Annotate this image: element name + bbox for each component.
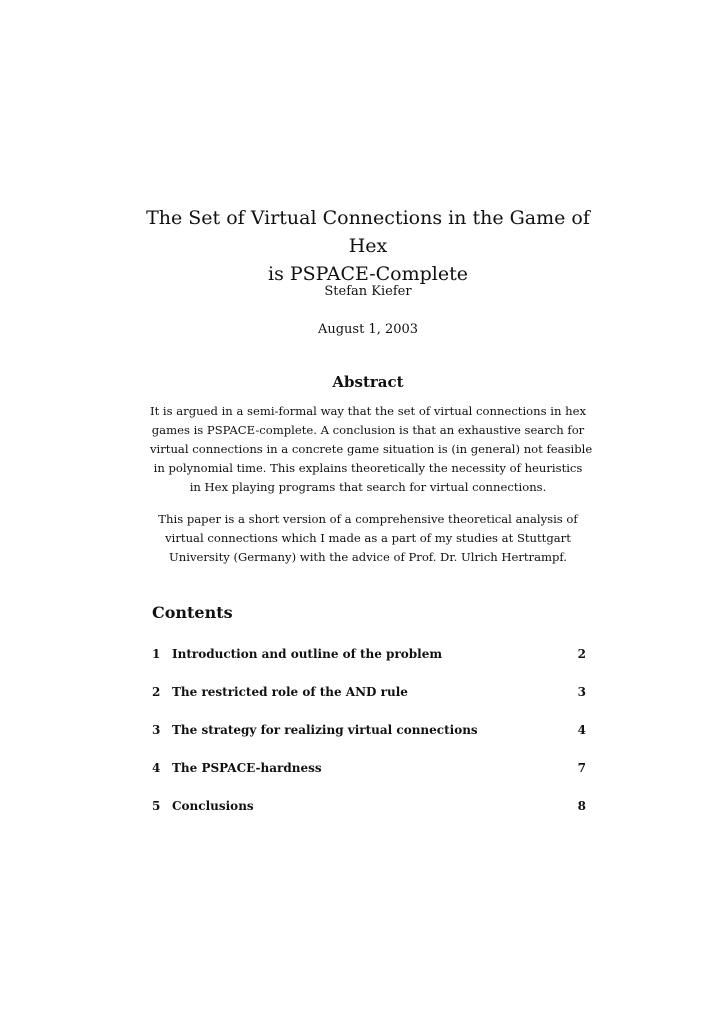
abstract-heading: Abstract [332,373,404,391]
abstract-line: in Hex playing programs that search for virtual connections. [189,480,547,494]
toc-entry-title: Introduction and outline of the problem [172,647,443,661]
toc-entry-title: The restricted role of the AND rule [172,685,408,699]
publication-date: August 1, 2003 [317,322,419,337]
abstract-paragraph-2 [150,510,586,567]
toc-entry[interactable] [152,759,586,777]
author-name: Stefan Kiefer [324,284,412,299]
toc-entry[interactable] [152,721,586,739]
toc-entry-title: Conclusions [172,799,254,813]
abstract-line: It is argued in a semi-formal way that the set of virtual connections in hex [150,404,586,418]
toc-entry-page: 8 [577,799,586,813]
abstract-line: virtual connections which I made as a part of my studies at Stuttgart [165,531,571,545]
toc-entry-page: 3 [577,685,586,699]
toc-entry[interactable] [152,683,586,701]
contents-heading: Contents [152,603,233,622]
abstract-line: This paper is a short version of a comprehensive theoretical analysis of [158,512,578,526]
toc-entry-title: The strategy for realizing virtual connections [172,723,478,737]
toc-entry-number: 1 [152,647,161,661]
toc-entry-page: 7 [577,761,586,775]
abstract-line: in polynomial time. This explains theoretically the necessity of heuristics [153,461,583,475]
abstract-line: virtual connections in a concrete game situation is (in general) not feasible [150,442,593,456]
toc-entry-page: 2 [577,647,586,661]
abstract-paragraph-1 [150,402,593,497]
toc-entry-number: 2 [152,685,161,699]
abstract-line: games is PSPACE-complete. A conclusion is that an exhaustive search for [151,423,585,437]
toc-entry-number: 3 [152,723,161,737]
abstract-line: University (Germany) with the advice of Prof. Dr. Ulrich Hertrampf. [169,550,567,564]
toc-entry-number: 4 [152,761,161,775]
paper-title [140,204,596,288]
toc-entry-number: 5 [152,799,161,813]
paper-title-line-1: The Set of Virtual Connections in the Game of Hex [146,207,590,257]
toc-entry[interactable] [152,797,586,815]
toc-entry[interactable] [152,645,586,663]
toc-entry-page: 4 [577,723,586,737]
toc-entry-title: The PSPACE-hardness [172,761,322,775]
paper-title-line-2: is PSPACE-Complete [268,263,468,285]
